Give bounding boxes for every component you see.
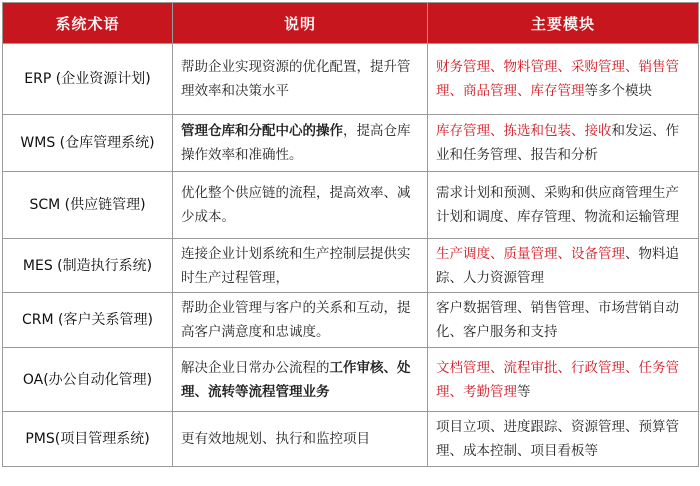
desc-text: 帮助企业实现资源的优化配置，提升管理效率和决策水平 bbox=[181, 59, 411, 99]
modules-text: 需求计划和预测、采购和供应商管理生产计划和调度、库存管理、物流和运输管理 bbox=[436, 185, 679, 225]
header-term: 系统术语 bbox=[3, 3, 173, 44]
modules-cell bbox=[428, 44, 699, 115]
desc-cell bbox=[173, 293, 428, 348]
terms-table bbox=[2, 2, 699, 467]
table-row bbox=[3, 239, 699, 293]
desc-bold: 工作审核、处理、流转等流程管理业务 bbox=[181, 359, 411, 400]
modules-text: 等 bbox=[517, 383, 531, 400]
term-cell: MES (制造执行系统) bbox=[3, 239, 173, 293]
desc-text: 解决企业日常办公流程的 bbox=[181, 359, 330, 376]
modules-cell bbox=[428, 239, 699, 293]
table-row bbox=[3, 115, 699, 172]
modules-cell bbox=[428, 293, 699, 348]
modules-text: 、物料追踪、人力资源管理 bbox=[436, 245, 679, 286]
modules-text: 等多个模块 bbox=[584, 83, 652, 99]
term-cell: PMS(项目管理系统) bbox=[3, 412, 173, 467]
desc-bold: 管理仓库和分配中心的操作 bbox=[181, 123, 343, 139]
header-desc: 说明 bbox=[173, 3, 428, 44]
modules-text: 客户数据管理、销售管理、市场营销自动化、客户服务和支持 bbox=[436, 300, 679, 340]
term-cell: ERP (企业资源计划) bbox=[3, 44, 173, 115]
modules-text: 项目立项、进度跟踪、资源管理、预算管理、成本控制、项目看板等 bbox=[436, 419, 679, 459]
header-row bbox=[3, 3, 699, 44]
modules-highlight: 文档管理、流程审批、行政管理、任务管理、考勤管理 bbox=[436, 359, 679, 400]
header-modules: 主要模块 bbox=[428, 3, 699, 44]
modules-highlight: 财务管理、物料管理、采购管理、销售管理、商品管理、库存管理 bbox=[436, 59, 679, 99]
term-cell: CRM (客户关系管理) bbox=[3, 293, 173, 348]
modules-cell bbox=[428, 348, 699, 412]
term-cell: WMS (仓库管理系统) bbox=[3, 115, 173, 172]
desc-cell bbox=[173, 172, 428, 239]
table-row bbox=[3, 44, 699, 115]
modules-highlight: 生产调度、质量管理、设备管理 bbox=[436, 245, 625, 262]
desc-cell bbox=[173, 348, 428, 412]
table-row bbox=[3, 293, 699, 348]
modules-cell bbox=[428, 172, 699, 239]
modules-cell bbox=[428, 412, 699, 467]
desc-text: ，提高仓库操作效率和准确性。 bbox=[181, 123, 411, 163]
table-row bbox=[3, 348, 699, 412]
desc-text: 连接企业计划系统和生产控制层提供实时生产过程管理， bbox=[181, 245, 411, 286]
table-row bbox=[3, 412, 699, 467]
term-cell: OA(办公自动化管理) bbox=[3, 348, 173, 412]
desc-text: 优化整个供应链的流程，提高效率、减少成本。 bbox=[181, 185, 411, 225]
modules-highlight: 库存管理、拣选和包装、接收 bbox=[436, 123, 612, 139]
modules-text: 和发运、作业和任务管理、报告和分析 bbox=[436, 123, 679, 163]
desc-cell bbox=[173, 412, 428, 467]
desc-cell bbox=[173, 44, 428, 115]
modules-cell bbox=[428, 115, 699, 172]
term-cell: SCM (供应链管理) bbox=[3, 172, 173, 239]
table-row bbox=[3, 172, 699, 239]
desc-text: 帮助企业管理与客户的关系和互动，提高客户满意度和忠诚度。 bbox=[181, 300, 411, 340]
desc-cell bbox=[173, 115, 428, 172]
desc-text: 更有效地规划、执行和监控项目 bbox=[181, 431, 370, 447]
desc-cell bbox=[173, 239, 428, 293]
